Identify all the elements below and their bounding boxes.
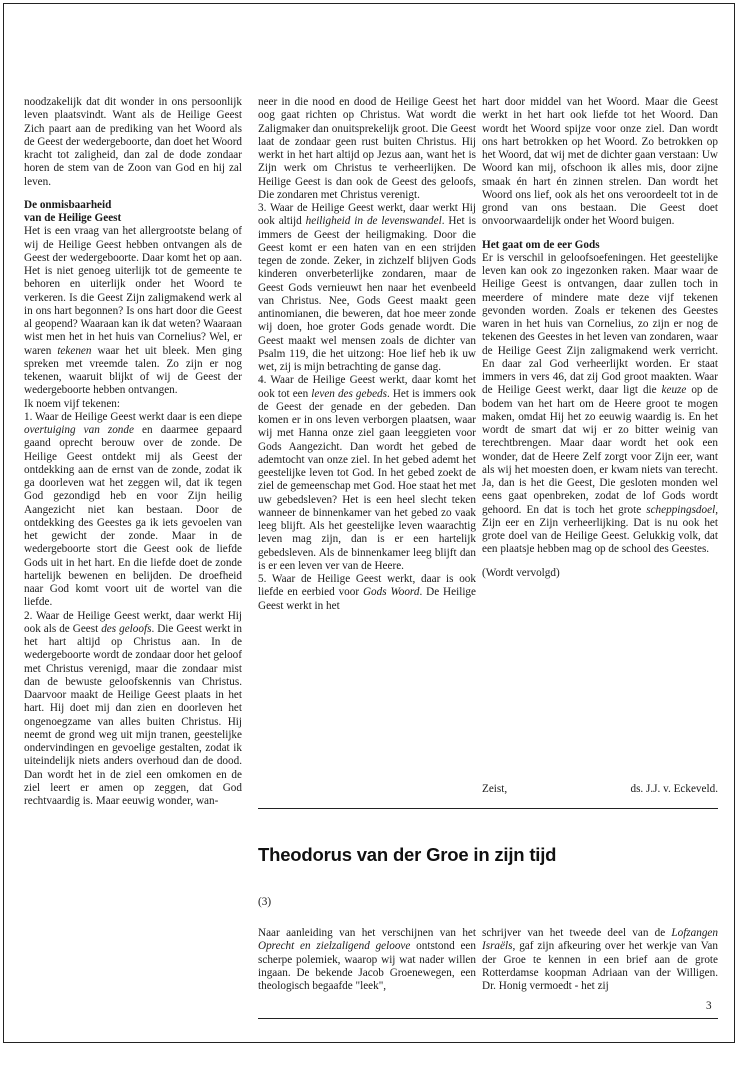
emphasis: Lofzangen Israëls — [482, 927, 718, 953]
column-1 — [24, 96, 242, 808]
paragraph: 2. Waar de Heilige Geest werkt, daar werkt Hij ook als de Geest des geloofs. Die Geest werkt in het hart altijd op Christus aan. In de wedergeboorte wordt de zondaar door het geloof met Christus verenigd, maar die zondaar mist dan de bewuste geloofskennis van Christus. Daarvoor maakt de Heilige Geest plaats in het hart. Hij doet mij dan zien en doorleven het ongenoegzame van alles buiten Christus. Hij neemt de grond weg uit mijn tranen, geestelijke ondervindingen en gevoelige gestalten, zodat ik uiteindelijk niets anders overhoud dan de dood. Dan wordt het in de ziel een omkomen en de ziel leert er amen op zeggen, dat God rechtvaardig is. Maar eeuwig wonder, wan- — [24, 609, 242, 807]
section-heading — [24, 199, 242, 226]
signature-place: Zeist, — [482, 783, 508, 795]
emphasis: Oprecht en zielzaligend geloove — [258, 940, 411, 953]
page-number: 3 — [706, 1000, 712, 1012]
paragraph: noodzakelijk dat dit wonder in ons persoonlijk leven plaatsvindt. Want als de Heilige Geest Zich paart aan de prediking van het Woord als de Geest der wedergeboorte, dan doet het Woord kracht tot zaligheid, dan zal de dode zondaar horen de stem van de Zoon van God en hij zal leven. — [24, 96, 243, 188]
article-part-number: (3) — [258, 896, 272, 908]
emphasis: des geloofs — [101, 622, 152, 635]
emphasis: Gods Woord — [362, 586, 420, 599]
signature-author: ds. J.J. v. Eckeveld. — [630, 783, 718, 795]
signature — [482, 783, 718, 796]
emphasis: leven des gebeds — [311, 387, 387, 400]
paragraph: Ik noem vijf tekenen: — [24, 397, 120, 410]
emphasis: scheppingsdoel — [646, 503, 716, 516]
paragraph: Naar aanleiding van het verschijnen van het Oprecht en zielzaligend geloove ontstond een scherpe polemiek, waarop wij wat nader willen ingaan. De bekende Jacob Groenewegen, een theologisch begaafde "leek", — [258, 927, 476, 992]
paragraph: schrijver van het tweede deel van de Lofzangen Israëls, gaf zijn afkeuring over het werkje van Van der Groe te kennen in een brief aan de grote Rotterdamse koopman Adriaan van der Willigen. Dr. Honig vermoedt - het zij — [482, 927, 718, 992]
paragraph: hart door middel van het Woord. Maar die Geest werkt in het hart ook liefde tot het Woord. Dan wordt het Woord spijze voor onze ziel. Dan wordt ons hart betrokken op het Woord. Zo betrokken op het Woord, dat wij met de dichter gaan verstaan: Uw Woord kan mij, ofschoon ik alles mis, door zijne smaak én hart én zinnen strelen. Dan wordt het Woord ons lief, ook als het ons veroordeelt tot in de grond van ons bestaan. Die Geest doet onvoorwaardelijk onder het Woord buigen. — [482, 96, 718, 228]
paragraph: 3. Waar de Heilige Geest werkt, daar werkt Hij ook altijd heiligheid in de levenswandel. Het is immers de Geest der heiligmaking. Door die Geest komt er een haten van en een strijden tegen de zonde. Zeker, in zichzelf blijven Gods kinderen onverbeterlijke zondaren, maar de Geest Gods vernieuwt hen naar het evenbeeld van Christus. Nee, Gods Geest maakt geen antinomianen, die beweren, dat hoe meer zonde wij doen, hoe groter Gods genade wordt. Die Geest maakt wel mensen zoals de dichter van Psalm 119, die het uitzong: Hoe lief heb ik uw wet, zij is mijn betrachting de ganse dag. — [258, 202, 476, 373]
continued-note: (Wordt vervolgd) — [482, 566, 560, 579]
paragraph: 5. Waar de Heilige Geest werkt, daar is ook liefde en eerbied voor Gods Woord. De Heilige Geest werkt in het — [258, 573, 476, 612]
paragraph: 1. Waar de Heilige Geest werkt daar is een diepe overtuiging van zonde en daarmee gepaard gaand oprecht berouw over de zonde. De Heilige Geest ontdekt mij als Geest der ontdekking aan de ernst van de zonde, zodat ik ga doorleven wat het zeggen wil, dat ik tegen God gezondigd heb en voor Zijn heilig Aangezicht niet kan bestaan. Door de ontdekking des Geestes ga ik iets gevoelen van het gewicht der zonde. Maar in de wedergeboorte stort die Geest ook de liefde Gods uit in het hart. En die liefde doet de zonde hartelijk bewenen en belijden. De droefheid naar God komt voort uit de wortel van die liefde. — [24, 410, 242, 609]
paragraph: 4. Waar de Heilige Geest werkt, daar komt het ook tot een leven des gebeds. Het is immers ook de Geest der genade en der gebeden. Dan komen er in ons leven verborgen plaatsen, waar wij met Hanna onze ziel gaan leeggieten voor Gods Aangezicht. Dan wordt het gebed de ademtocht van onze ziel. In het gebed ademt het geestelijke leven tot God. In het gebed zoekt de ziel de gemeenschap met God. Hoe staat het met uw gebedsleven? Het is een heel slecht teken wanneer de binnenkamer van het gebed zo vaak leeg blijft. Als het geestelijke leven waarachtig leven mag zijn, dan is er een hartelijk gebedsleven. Als de binnenkamer leeg blijft dan is er een leven ver van de Heere. — [258, 374, 476, 572]
section-heading: Het gaat om de eer Gods — [482, 238, 600, 251]
article-divider-bottom — [258, 1018, 718, 1019]
emphasis: heiligheid in de levenswandel — [305, 215, 442, 228]
emphasis: overtuiging van zonde — [24, 424, 134, 436]
column-3 — [482, 96, 718, 580]
paragraph: neer in die nood en dood de Heilige Geest het oog gaat richten op Christus. Wat wordt die Zaligmaker dan onuitsprekelijk groot. Die Geest laat de zondaar geen rust buiten Christus. Hij werkt in het hart altijd op Jezus aan, want het is Zijn werk om Christus te verheerlijken. De Heilige Geest is dan ook de Geest des geloofs, Die zondaren met Christus verenigt. — [258, 96, 476, 201]
article-column-2 — [482, 927, 718, 993]
paragraph: Er is verschil in geloofsoefeningen. Het geestelijke leven kan ook zo ingezonken raken. Maar waar de Heilige Geest is ontvangen, daar zullen toch in meerdere of mindere mate deze vijf tekenen gevonden worden. Zoals er tekenen des Geestes waren in het huis van Cornelius, zo zijn er nog de tekenen des Geestes in het leven van zondaren, waar de Heilige Geest Zijn zaligmakend werk verricht. En daar zal God verheerlijkt worden. Er staat immers in vers 46, dat zij God groot maakten. Waar de Heilige Geest werkt, daar ligt die keuze op de bodem van het hart om de Heere groot te mogen maken, omdat Hij het zo eeuwig waardig is. En het wordt de smart dat wij er zo bitter weinig van terechtbrengen. Maar daar wordt het ook een wonder, dat de Heere Zelf zorgt voor Zijn eer, want als wij het moesten doen, er kwam niets van terecht. Ja, dan is het die Geest, Die gesloten monden wel eens gaat openbreken, zodat de lof Gods wordt gehoord. En dat is toch het grote scheppingsdoel, Zijn eer en Zijn verheerlijking. Dat is nu ook het grote doel van de Heilige Geest. Gelukkig volk, dat een plaatsje hebben mag op de school des Geestes. — [482, 251, 718, 556]
emphasis: tekenen — [57, 344, 92, 357]
column-2 — [258, 96, 476, 613]
article-column-1 — [258, 927, 476, 993]
article-title: Theodorus van der Groe in zijn tijd — [258, 844, 557, 865]
section-heading-line-1: De onmisbaarheid — [24, 198, 112, 211]
article-divider-top — [258, 808, 718, 809]
emphasis: keuze — [661, 384, 687, 397]
section-heading-line-2: van de Heilige Geest — [24, 212, 122, 224]
paragraph: Het is een vraag van het allergrootste belang of wij de Heilige Geest hebben ontvangen als de Geest der wedergeboorte. Daar komt het op aan. Het is niet genoeg uiterlijk tot de gemeente te behoren en uiterlijk onder het Woord te verkeren. Is die Geest Zijn zaligmakend werk al in ons hart begonnen? Is ons hart door die Geest al geopend? Waaraan kan ik dat weten? Waaraan wist men het in het huis van Cornelius? Wel, er waren tekenen waar het uit bleek. Men ging spreken met vreemde talen. Zo zijn er nog tekenen, waaruit blijkt of wij de Geest der wedergeboorte hebben ontvangen. — [24, 225, 243, 397]
